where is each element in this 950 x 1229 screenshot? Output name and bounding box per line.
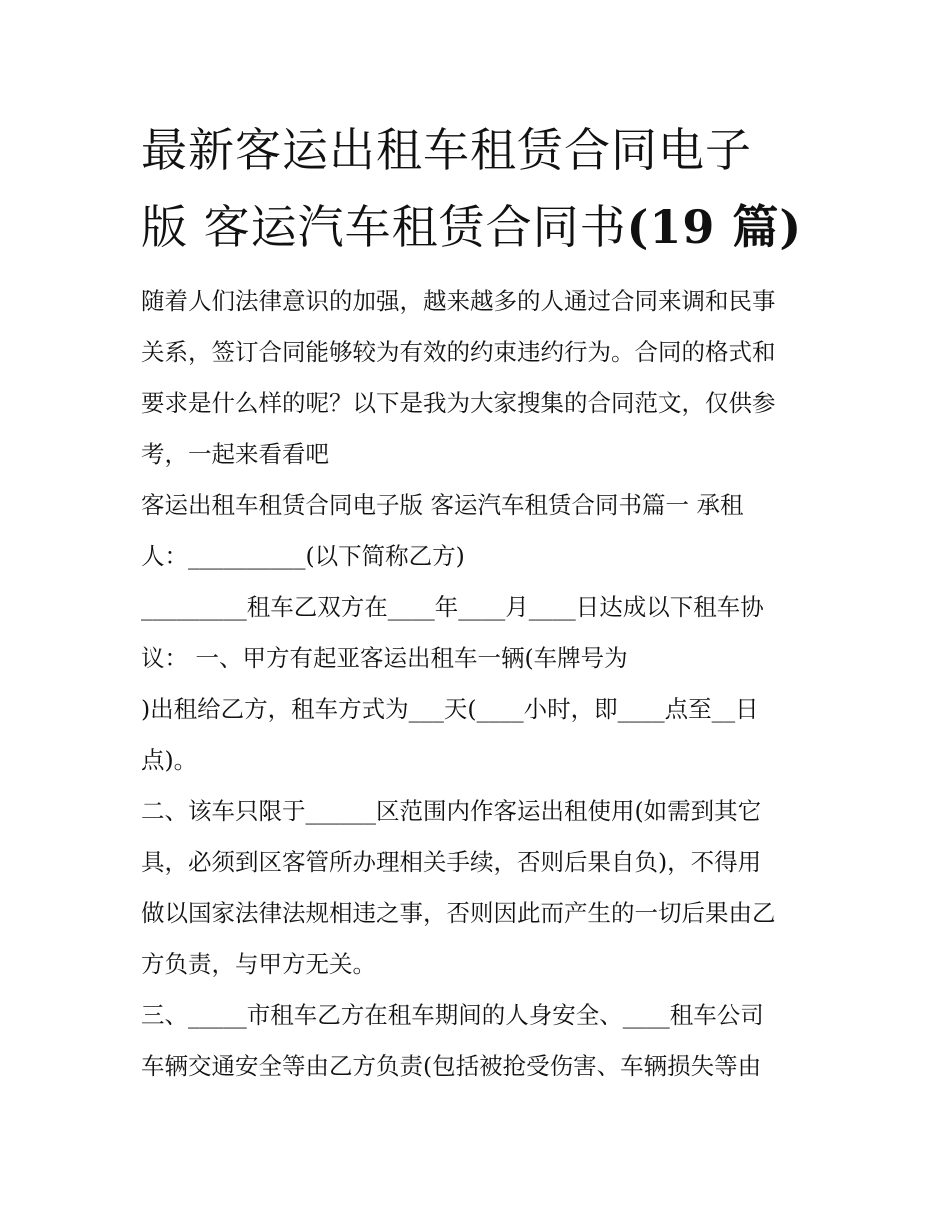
title-line-1: 最新客运出租车租赁合同电子 (141, 123, 752, 177)
title-line-2-prefix: 版 客运汽车租赁合同书 (141, 200, 627, 254)
body-line: 客运出租车租赁合同电子版 客运汽车租赁合同书篇一 承租 (141, 491, 744, 519)
document-title (141, 112, 821, 266)
body-line: 做以国家法律法规相违之事，否则因此而产生的一切后果由乙 (141, 899, 776, 927)
body-line: 议： 一、甲方有起亚客运出租车一辆(车牌号为 (141, 644, 628, 672)
body-line: 人：__________(以下简称乙方) (141, 542, 465, 570)
body-line: 方负责，与甲方无关。 (141, 950, 376, 978)
body-line: _________租车乙双方在____年____月____日达成以下租车协 (141, 593, 764, 621)
body-line: 要求是什么样的呢？以下是我为大家搜集的合同范文，仅供参 (141, 389, 776, 417)
body-line: 三、_____市租车乙方在租车期间的人身安全、____租车公司 (141, 1001, 764, 1029)
body-line: 车辆交通安全等由乙方负责(包括被抢受伤害、车辆损失等由 (141, 1052, 762, 1080)
body-line: 考，一起来看看吧 (141, 440, 329, 468)
body-line: 随着人们法律意识的加强，越来越多的人通过合同来调和民事 (141, 287, 776, 315)
body-line: )出租给乙方，租车方式为___天(____小时，即____点至__日 (141, 695, 759, 723)
title-line-2-suffix: (19 篇) (626, 200, 803, 254)
body-line: 关系，签订合同能够较为有效的约束违约行为。合同的格式和 (141, 338, 776, 366)
body-line: 二、该车只限于______区范围内作客运出租使用(如需到其它 (141, 797, 762, 825)
body-line: 具，必须到区客管所办理相关手续，否则后果自负)，不得用 (141, 848, 762, 876)
body-line: 点)。 (141, 746, 198, 774)
